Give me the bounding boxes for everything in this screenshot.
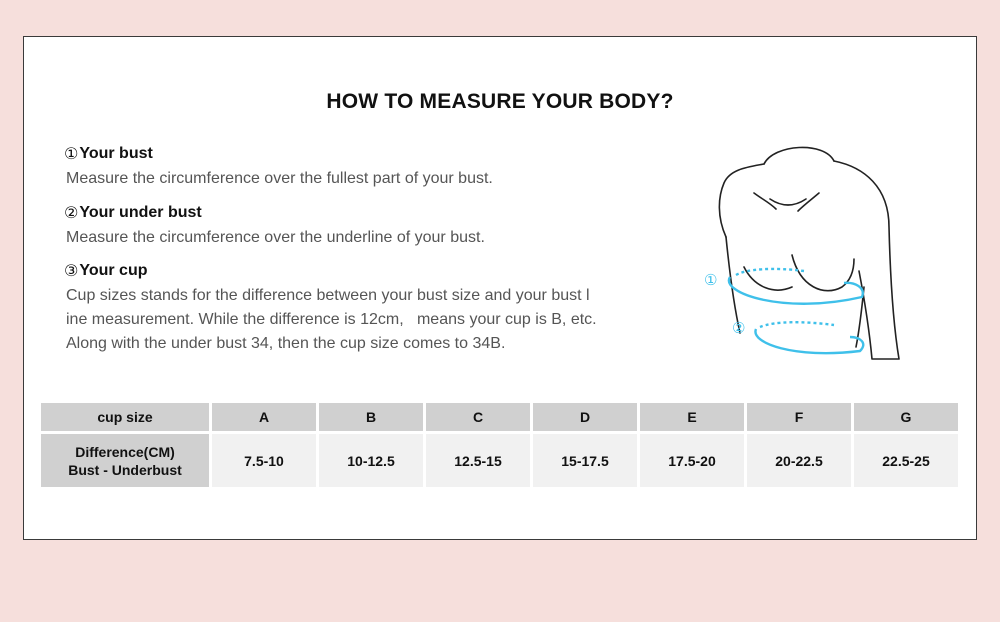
- right-arm-outline: [834, 161, 899, 359]
- section-text-cup: [64, 284, 704, 356]
- marker-2: ②: [732, 319, 746, 337]
- cup-size-table: [38, 403, 961, 487]
- collarbone: [770, 199, 806, 205]
- section-cup: [64, 261, 704, 356]
- text-line: ine measurement. While the difference is 12cm, means your cup is B, etc.: [66, 311, 597, 328]
- section-heading: [64, 203, 485, 223]
- section-text-bust: [64, 167, 493, 191]
- value-e: 17.5-20: [640, 434, 744, 487]
- cup-g: G: [854, 403, 958, 431]
- underbust-measure-line: [755, 329, 863, 353]
- measure-lines: [729, 269, 863, 353]
- cup-a: A: [212, 403, 316, 431]
- torso-illustration-icon: [674, 137, 924, 367]
- section-heading: [64, 261, 704, 281]
- left-shoulder-outline: [719, 164, 764, 237]
- table-row: [41, 434, 958, 487]
- text-line: Measure the circumference over the fullest part of your bust.: [66, 170, 493, 187]
- size-guide-card: [23, 36, 977, 540]
- cup-e: E: [640, 403, 744, 431]
- table-header-row: [41, 403, 958, 431]
- marker-1: ①: [704, 271, 718, 289]
- text-line: Along with the under bust 34, then the cup size comes to 34B.: [66, 335, 506, 352]
- value-b: 10-12.5: [319, 434, 423, 487]
- header-label: cup size: [41, 403, 209, 431]
- section-under-bust: [64, 203, 485, 250]
- step-number-1: ①: [64, 146, 79, 163]
- row-label-line: Difference(CM): [75, 443, 175, 460]
- bust-curve-left: [744, 267, 792, 290]
- section-bust: [64, 144, 493, 191]
- section-title-under-bust: Your under bust: [79, 204, 202, 221]
- cup-c: C: [426, 403, 530, 431]
- row-label: [41, 434, 209, 487]
- section-title-bust: Your bust: [79, 145, 153, 162]
- value-d: 15-17.5: [533, 434, 637, 487]
- step-number-3: ③: [64, 263, 79, 280]
- page-title: HOW TO MEASURE YOUR BODY?: [326, 90, 674, 113]
- text-line: Cup sizes stands for the difference between your bust size and your bust l: [66, 287, 590, 304]
- value-g: 22.5-25: [854, 434, 958, 487]
- value-a: 7.5-10: [212, 434, 316, 487]
- bust-curve-right: [792, 255, 854, 291]
- section-text-under-bust: [64, 226, 485, 250]
- row-label-line: Bust - Underbust: [68, 461, 182, 478]
- cup-b: B: [319, 403, 423, 431]
- text-line: Measure the circumference over the underline of your bust.: [66, 229, 485, 246]
- value-f: 20-22.5: [747, 434, 851, 487]
- cup-f: F: [747, 403, 851, 431]
- section-heading: [64, 144, 493, 164]
- section-title-cup: Your cup: [79, 262, 148, 279]
- step-number-2: ②: [64, 205, 79, 222]
- bust-measure-line: [729, 277, 863, 304]
- neck-outline: [764, 147, 834, 164]
- cup-d: D: [533, 403, 637, 431]
- value-c: 12.5-15: [426, 434, 530, 487]
